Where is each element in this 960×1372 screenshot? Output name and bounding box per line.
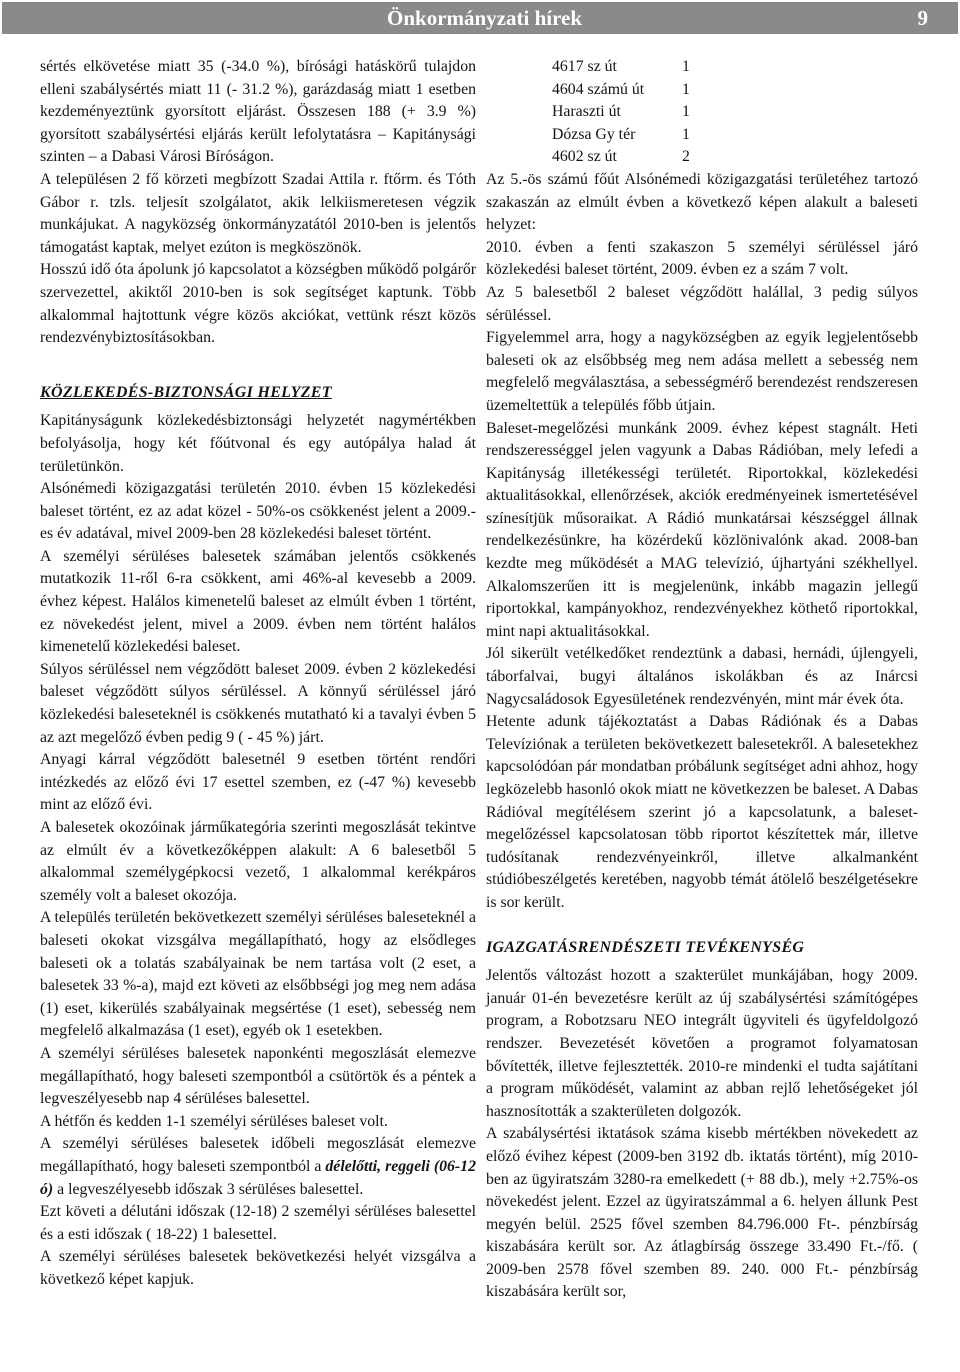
text-run: A személyi sérüléses balesetek időbeli megoszlását elemezve megállapítható, hogy baleseti szempontból a [40, 1135, 476, 1175]
paragraph: Alsónémedi közigazgatási területén 2010. évben 15 közlekedési baleset történt, ez az adat közel - 50%-os csökkenést jelent a 2009.-es év adatával, mivel 2009-ben 28 közlekedési baleset történt. [40, 480, 476, 543]
paragraph: A balesetek okozóinak járműkategória szerinti megoszlását tekintve az elmúlt év a következőképpen alakult: A 6 balesetből 5 alkalommal személygépkocsi vezető, 1 alkalommal kerékpáros személy volt a baleset okozója. [40, 819, 476, 904]
paragraph: Jól sikerült vetélkedőket rendeztünk a dabasi, hernádi, újlengyeli, táborfalvai, bugyi általános iskolákban és az Inárcsi Nagycsaládosok Egyesületének rendezvényén, mint már évek óta. [486, 645, 918, 708]
emphasis: délelőtti, reggeli (06-12 ó) [40, 1157, 476, 1198]
paragraph-timing [40, 1133, 476, 1201]
route-name: Haraszti út [552, 103, 621, 121]
table-row [552, 124, 722, 147]
paragraph: A szabálysértési iktatások száma kisebb mértékben növekedett az előző évihez képest (2009-ben 3192 db. iktatás történt), míg 2010-ben az ügyiratszám 3280-ra emelkedett (+ 88 db.), mely +2.75%-os növekedést jelent. Ezzel az ügyiratszámmal a 6. helyen állunk Pest megyén belül. 2525 fővel szemben 84.796.000 Ft-. pénzbírság kiszabására került sor. Az átlagbírság összege 33.490 Ft.-/fő. ( 2009-ben 2578 fővel szemben 89. 240. 000 Ft.- pénzbírság kiszabására került sor, [486, 1125, 918, 1301]
paragraph: A település területén bekövetkezett személyi sérüléses baleseteknél a baleseti okokat vizsgálva megállapítható, hogy az elsődleges baleseti ok a tolatás szabályainak be nem tartása volt (2 eset, a balesetek 33 %-a), majd ezt követi az elsőbbségi jog meg nem adása (1) eset, kikerülés szabályainak megsértése (1 eset), sebesség nem megfelelő alkalmazása (1 eset), egyéb ok 1 esetekben. [40, 909, 476, 1040]
table-row [552, 146, 722, 169]
paragraph: A személyi sérüléses balesetek bekövetkezési helyét vizsgálva a következő képet kapjuk. [40, 1248, 476, 1288]
paragraph: Ezt követi a délutáni időszak (12-18) 2 személyi sérüléses balesettel és a esti időszak ( 18-22) 1 balesettel. [40, 1203, 476, 1243]
route-name: Dózsa Gy tér [552, 125, 636, 143]
table-row [552, 56, 722, 79]
route-count: 1 [682, 80, 690, 98]
paragraph: Jelentős változást hozott a szakterület munkájában, hogy 2009. január 01-én bevezetésre került az új szabálysértési számítógépes program, a Robotzsaru NEO integrált ügyviteli és ügyfeldolgozó rendszer. Bevezetését követően a programot folyamatosan bővítették, illetve fejlesztették. 2010-re mindenki el tudta sajátítani a program működését, valamint az abban rejlő lehetőségeket jól hasznosították a szakterületen dolgozók. [486, 967, 918, 1120]
paragraph: Kapitányságunk közlekedésbiztonsági helyzetét nagymértékben befolyásolja, hogy két főútvonal és egy autópálya halad át területünkön. [40, 412, 476, 475]
section-heading-traffic: KÖZLEKEDÉS-BIZTONSÁGI HELYZET [40, 383, 332, 401]
route-count: 1 [682, 58, 690, 75]
section-title: Önkormányzati hírek [387, 6, 583, 30]
route-name: 4604 számú út [552, 80, 645, 98]
right-column [486, 56, 918, 1304]
paragraph: A személyi sérüléses balesetek számában jelentős csökkenés mutatkozik 11-ről 6-ra csökkent, ami 46%-al kevesebb a 2009. évhez képest. Halálos kimenetelű baleset az elmúlt évben 1 történt, ez növekedést jelent, mivel a 2009. évben nem történt halálos kimenetelű közlekedési baleset. [40, 547, 476, 656]
paragraph: Az 5 balesetből 2 baleset végződött halállal, 3 pedig súlyos sérüléssel. [486, 283, 918, 324]
paragraph: Hetente adunk tájékoztatást a Dabas Rádiónak és a Dabas Televíziónak a területen bekövetkezett balesetekről. A balesetekhez kapcsolódóan pár mondatban próbálunk segítséget adni ahhoz, hogy legközelebb hasonló okok miatt ne következzen be baleset. A Dabas Rádióval megítélésem szerint jó a kapcsolatunk, a baleset-megelőzéssel kapcsolatosan több riportot készítettek már, illetve tudósítanak rendezvényeinkről, illetve alkalmanként stúdióbeszélgetés keretében, nagyobb témát átölelő beszélgetésekre is sor került. [486, 713, 918, 911]
page-header [2, 2, 958, 34]
paragraph: Hosszú idő óta ápolunk jó kapcsolatot a községben működő polgárőr szervezettel, akiktől 2010-ben is sok segítséget kaptunk. Több alkalommal hajtottunk végre közös akciókat, vettünk részt közös rendezvénybiztosításokban. [40, 261, 476, 347]
section-heading-administration: IGAZGATÁSRENDÉSZETI TEVÉKENYSÉG [486, 938, 805, 956]
accident-location-table [552, 56, 722, 169]
route-count: 2 [682, 148, 690, 166]
paragraph: Baleset-megelőzési munkánk 2009. évhez képest stagnált. Heti rendszerességgel jelen vagyunk a Dabas Rádióban, mely lefedi a Kapitányság illetékességi területét. Riportokkal, közlekedési aktualitásokkal, ellenőrzések, akciók eredményeinek ismertetésével színesítjük műsoraikat. A Rádió munkatársai készséggel állnak rendelkezésünkre, ha közérdekű közlönivalónk akad. 2008-ban kezdte meg működését a MAG televízió, újhartyáni székhellyel. Alkalomszerűen itt is megjelenünk, inkább magazin jellegű riportokkal, kampányokhoz, rendezvényekhez köthető riportokkal, mint napi aktualitásokkal. [486, 419, 918, 640]
paragraph: Anyagi kárral végződött balesetnél 9 esetben történt rendőri intézkedés az előző évi 17 esettel szemben, ez (-47 %) kevesebb mint az előző évi. [40, 751, 476, 814]
paragraph: 2010. évben a fenti szakaszon 5 személyi sérüléssel járó közlekedési baleset történt, 2009. évben ez a szám 7 volt. [486, 238, 918, 279]
paragraph: Súlyos sérüléssel nem végződött baleset 2009. évben 2 közlekedési baleset végződött súlyos sérüléssel. A könnyű sérüléssel járó közlekedési baleseteknél is csökkenés mutatható ki a tavalyi évben 5 az azt megelőző évben pedig 9 ( - 45 %) járt. [40, 660, 476, 746]
table-row [552, 79, 722, 102]
text-run: a legveszélyesebb időszak 3 sérüléses balesettel. [53, 1180, 364, 1198]
paragraph: Figyelemmel arra, hogy a nagyközségben az egyik legjelentősebb baleseti ok az elsőbbség meg nem adása mellett a sebesség nem megfelelő megválasztása, a sebességmérő berendezést rendszeresen üzemeltettük a település főbb útjain. [486, 329, 918, 414]
route-count: 1 [682, 103, 690, 121]
page-number: 9 [917, 6, 928, 30]
paragraph: A hétfőn és kedden 1-1 személyi sérüléses baleset volt. [40, 1112, 388, 1130]
paragraph: A személyi sérüléses balesetek naponkénti megoszlását elemezve megállapítható, hogy baleseti szempontból a csütörtök és a péntek a legveszélyesebb nap 4 sérüléses balesettel. [40, 1044, 476, 1108]
paragraph: A településen 2 fő körzeti megbízott Szadai Attila r. ftőrm. és Tóth Gábor r. tzls. teljesít szolgálatot, akik lelkiismeretesen végzik munkájukat. A nagyközség önkormányzatától 2010-ben is jelentős támogatást kaptak, melyet ezúton is megköszönök. [40, 170, 476, 256]
table-row [552, 101, 722, 124]
paragraph: sértés elkövetése miatt 35 (-34.0 %), bírósági hatáskörű tulajdon elleni szabálysértés miatt 11 (- 31.2 %), garázdaság miatt 1 esetben kezdeményeztünk gyorsított eljárást. Összesen 188 (+ 3.9 %) gyorsított szabálysértési eljárás került lefolytatásra – Kapitánysági szinten – a Dabasi Városi Bíróságon. [40, 58, 476, 166]
route-name: 4602 sz út [552, 148, 617, 166]
route-count: 1 [682, 125, 690, 143]
route-name: 4617 sz út [552, 58, 617, 75]
left-column [40, 56, 476, 1291]
paragraph: Az 5.-ös számú főút Alsónémedi közigazgatási területéhez tartozó szakaszán az elmúlt évben a következő képen alakult a baleseti helyzet: [486, 170, 918, 234]
